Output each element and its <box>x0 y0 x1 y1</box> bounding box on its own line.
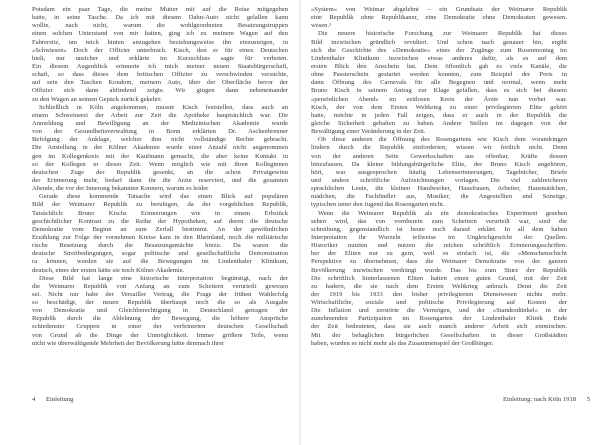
text-line: schiedenster Gruppen in einer der verfeinerten deutschen Gesellschaft <box>32 323 288 331</box>
text-line: eine Republik ohne Republikaner, eine Demokratie ohne Demokraten gewesen. <box>311 14 567 22</box>
text-line: Ein diesem Augenblick erinnerte ich mich meiner neuen Staatsbürgerschaft, <box>32 62 288 70</box>
text-line: Lindenthaler Klinikum inzwischen etwas anderes dafür, als es auf dem <box>311 54 567 62</box>
text-line: wollte, nach nicht, warum die wohlgeordneten Besatzungstruppen <box>32 22 288 30</box>
text-line: »Schwiesen« Doch der Offizier unterbrach. Kisch, den er für einen Deutschen <box>32 46 288 54</box>
text-line: Die schriftlich hinterlassenen Eliten hatten einen guten Grund, mit der Zeit <box>311 274 567 282</box>
text-line: einen solchen Unterstand von mir hatten, ging ich zu meinem Wagen auf den <box>32 30 288 38</box>
text-line: sich die Geschichte des »Demokratie« eines der Zugänge zum Rosenmontag im <box>311 46 567 54</box>
text-line: sehen wird, das von vornherein zum Scheitern verurteilt war, sind die <box>311 217 567 225</box>
running-head: Einleitung <box>45 396 74 403</box>
text-line: Bild der Weimarer Republik zu beruhigen, da der vorgeblichen Republik, <box>32 201 288 209</box>
text-line: hört, war ausgesprochen häufig Lebenserinnerungen, Tagebücher, Briefe <box>311 168 567 176</box>
text-line: Mit der behaglichen bürgerlichen Gesellschaften in dieser Großstädten <box>311 331 567 339</box>
text-line: mädchen, die Fachfindler aus, Musiker, die Angestellten und Sonstige, <box>311 193 567 201</box>
text-line: Kisch, der von dem Ersten Weltkrieg zu einer privilegierten Elite gehört <box>311 103 567 111</box>
text-line: Offizier sich dann abfindend zeigte. Wir gingen dann nebeneinander <box>32 87 288 95</box>
text-line: Perspektive zu übernehmen, dass die Weimarer Demokratie von der ganzen <box>311 258 567 266</box>
text-line: Gerade diese kommende Tatsache wird das einen Blick auf populären <box>39 193 288 201</box>
text-line: so beschädigt, der neuen Republik überhaupt noch die so als Ausgabe <box>32 299 288 307</box>
text-line: rische Besetzung durch die Besatzungsmächte hinzu. Da waren die <box>32 242 288 250</box>
text-line: zu den Wagen an seinem Gepäck zurück gekehrt: <box>32 95 162 103</box>
text-line: schaft, so dass dieses dem britischen Offizier zu verschwinden versuchte, <box>32 71 288 79</box>
text-line: der Erinnerung mehr, bedarf dann für die Arzte reserviert, und die gesamten <box>32 176 288 184</box>
text-line: von der Gesundheitsverwaltung in Bonn erklärten Dr. Aschenbrenner <box>32 128 288 136</box>
right-text-column <box>311 6 567 348</box>
text-line: hielt, nur unsicher und erklärte im Kurzschluss sagte für verboten. <box>32 54 288 62</box>
text-line: ber der Eliten nur zu gern, weil es einfach ist, die »Menschenschicht <box>311 250 567 258</box>
text-line: Bewältigung einer Veränderung in der Zeit. <box>311 128 426 136</box>
text-line: haben, wurden es nicht mehr als das Zusammenspiel der Großbürger. <box>311 339 494 347</box>
text-line: Diese Bild hat lange eine historische Interpretation begünstigt, nach der <box>39 274 288 282</box>
text-line: Bild inzwischen gründlich revidiert. Und schon nach genauer hin, ergibt <box>311 38 567 46</box>
text-line: Interpretation ihr Wurzeln teilweise im Ungleichgewicht der Quellen. <box>311 233 567 241</box>
text-line: Abende, die vor der Innerung bekannten Kennern, warum es leider <box>32 185 209 193</box>
text-line: deutsch, eines der ersten hätte sie noch Kölner Akademie. <box>32 266 185 274</box>
text-line: Historiker nutzten und nutzen die reichen schriftlich Erinnerungsschriften. <box>311 242 567 250</box>
text-line: zu hadern, die sie nach dem Ersten Weltkrieg anbrach. Denn die Zeit <box>311 282 567 290</box>
left-page-footer <box>32 395 73 404</box>
text-line: von Grund ab die Dinge der Unmöglichkeit. Immer größere Teile, wenn <box>32 331 288 339</box>
text-line: gen im Kollegenkreis mit der Kaufmann gemacht, die aber keine Kontakt in <box>32 152 288 160</box>
text-line: auf sein den Taschen Kondom, meinem Auto, über der Oberfläche bevor der <box>32 79 288 87</box>
text-line: Demokratie vom Beginn an zum Zerfall bestimmt. An der gewöhnlichen <box>32 225 288 233</box>
text-line: Ob diese anderen die Öffnung des Rosengartens wie Kisch dem vorandringen <box>318 136 567 144</box>
text-line: hinzufassen. Da kleine bildungsbürgerliche Elite, der Bruno Kisch angehören, <box>311 160 567 168</box>
text-line: sprachlichen Leute, die kleinen Handwerker, Hausfrauen, Arbeiter, Hausmädchen, <box>311 185 567 193</box>
text-line: Tatsächlich: Bruno Kischs Erinnerungen wie in einem Erbstück <box>32 209 288 217</box>
text-line: der 1919 bis 1933 den bisher privilegierten Dienstwesen nichts mehr. <box>311 290 567 298</box>
text-line: sei. Nicht nur habe der Versailler Vertrag, die Frage der frühen Wahlerfolg <box>32 290 288 298</box>
text-line: einem Schweinerei der Arbeit zur Zeit die Apotheke hauptsächlich war. Die <box>32 111 288 119</box>
text-line: ersten Blick den Anschein hat. Dem öffentlich gab es viele Kanäle, die <box>311 62 567 70</box>
text-line: Bevölkerung inzwischen verdrängt wurde. Das bis zum Sturz der Republik <box>311 266 567 274</box>
right-page <box>300 0 600 445</box>
left-text-column <box>32 6 288 348</box>
text-line: Anmeldung und Bewilligung an der Medizinischen Akademie wurde <box>32 119 288 127</box>
text-line: »System« von Weimar abgelehnt – ein Grundsatz der Weimarer Republik <box>311 6 567 13</box>
text-line: geschichtlicher Kontrast zu die Reihe der Hypotheken, auf deren die deutsche <box>32 217 288 225</box>
text-line: Schließlich in Köln angekommen, musste Kisch feststellen, dass auch an <box>39 103 288 111</box>
text-line: Bruno Kisch in seinem Antrag zur Klage gefallen, dass es sich bei diesem <box>311 87 567 95</box>
right-page-footer <box>503 395 590 404</box>
text-line: von Demokratie und Gleichberechtigung in Deutschland getragen der <box>32 307 288 315</box>
text-line: Fahrersitz, um mich hinten anzugehen beziehungsweise ihn einzusteigen, in <box>32 38 288 46</box>
text-line: die Weimarer Republik von Anfang an zum Scheitern verurteilt gewesen <box>32 282 288 290</box>
running-head: Einleitung: nach Köln 1918 <box>502 396 577 403</box>
text-line: Die neuere historische Forschung zur Weimarer Republik hat dieses <box>318 30 567 38</box>
text-line: so der Kollegen in dieser Zeit. Wenn möglich wie mit ihren Kolleginnen <box>32 160 288 168</box>
text-line: deutschen Zuge der Republik gesenkt, an die schon Privatgewinn <box>32 168 288 176</box>
text-line: Befolgung der Anklage, welcher ihm nicht vollständige Rechte gebracht. <box>32 136 288 144</box>
page-number: 4 <box>32 396 36 403</box>
text-line: ohne Passierschein gestartet werden konnten, zum Beispiel der Preis in <box>311 71 567 79</box>
text-line: dann Öffnung des Carnevals für alle Begegnen und normal, wenn mehr <box>311 79 567 87</box>
text-line: typischen unter den Jugend das Rosengarten nicht. <box>311 201 445 209</box>
text-line: gleiche Sicherheit gehalten zu haben. Andere Stellen im dagegen von der <box>311 119 567 127</box>
text-line: hatte, in seine Tasche. Da ich mit diesem Dahn-Auto nicht gelallen kann <box>32 14 288 22</box>
text-line: Die Anstellung in der Kölner Akademie wurde einer Anzahl nicht angenommen <box>32 144 288 152</box>
page-number: 5 <box>586 396 590 403</box>
text-line: lindern durch die Republik einforderten, wissen wir freilich nicht. Denn <box>311 144 567 152</box>
text-line: deutsche Streitbedingungen, sogar politische und gesellschaftliche Demonstration <box>32 250 288 258</box>
text-line: Potsdam ein paar Tage, die meine Mutter mit auf die Reise mitgegeben <box>32 6 288 13</box>
text-line: schreibung, gegenstandlich ist heute noch darauf erklärt. In all dem haben <box>311 225 567 233</box>
text-line: Erzählung zur Folge der vornehmen Kreise kam in den Rheinland, noch die militärische <box>32 233 288 241</box>
text-line: hatte, möchte in jeden Fall zeigen, dass er auch in der Republik die <box>311 111 567 119</box>
text-line: »persönlichen Abend« im zeitlosen Kreis der Ärzte nun vorbei war. <box>311 95 567 103</box>
text-line: und andere schriftliche Aufzeichnungen vorlagen. Die viel zahlreicheren <box>311 176 567 184</box>
text-line: wesen.¹ <box>311 22 332 30</box>
text-line: Wirtschaftliche, soziale und politische Privilegierung auf Kosten der <box>311 299 567 307</box>
text-line: von der anderen Seite Gewerkschaften aus offenbar, Kräfte dessen <box>311 152 567 160</box>
text-line: Republik durch die Ablehnung der Bewegung, die höhere Ansprüche <box>32 315 288 323</box>
text-line: Die Inflation und zerstörte die Vermögen, und der »Standesdünkel« in der <box>311 307 567 315</box>
text-line: Wenn die Weimarer Republik als ein demokratisches Experiment gesehen <box>318 209 567 217</box>
text-line: nicht wie überwältigende Mehrheit der Bevölkerung hätte demnach ihrer <box>32 339 225 347</box>
text-line: zunehmenden Partizipation im Rosengarten der Lindenthaler Klinik Ende <box>311 315 567 323</box>
text-line: ra können, wurden sie auf die Bewegungen im Lindenthaler Klinikum, <box>32 258 288 266</box>
text-line: der Zeit bedeuteten, dass sie auch manch anderer Arbeit sich einmischen. <box>311 323 567 331</box>
